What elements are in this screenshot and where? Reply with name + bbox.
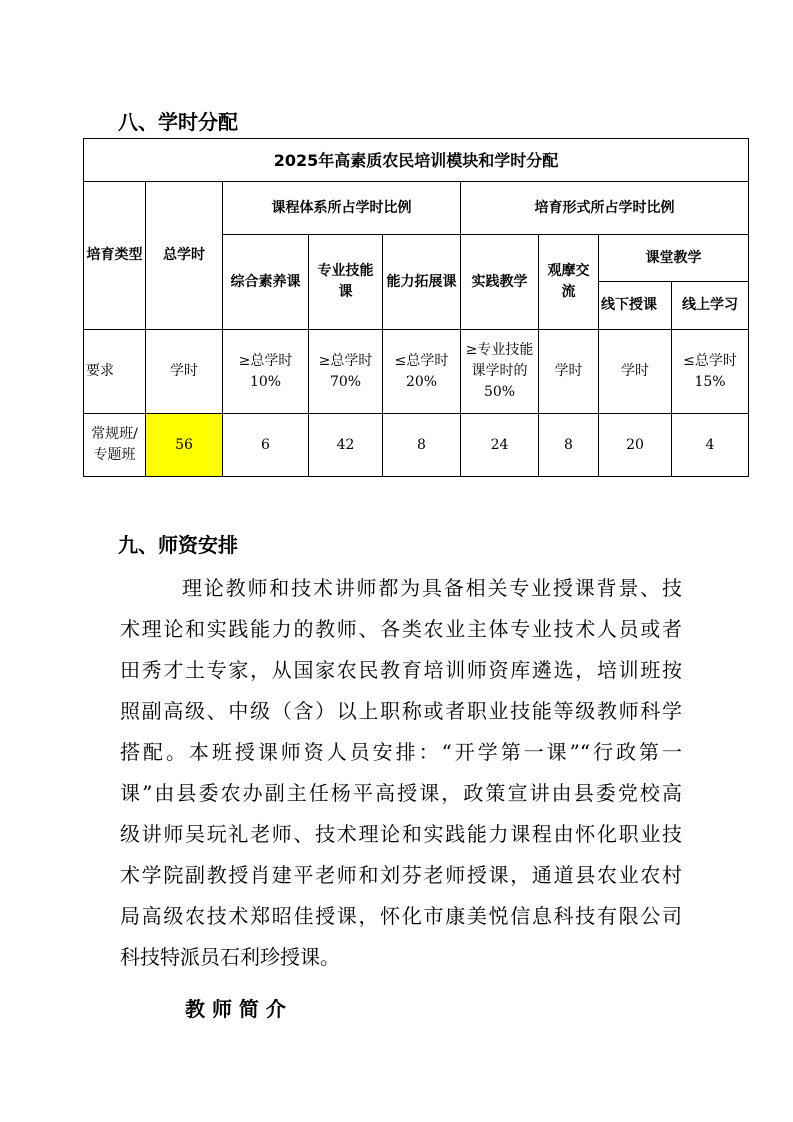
- header-form-group: 培育形式所占学时比例: [461, 182, 749, 235]
- cell: 20: [599, 414, 672, 477]
- cell: 24: [461, 414, 539, 477]
- header-offline: 线下授课: [599, 282, 672, 330]
- paragraph-line: 搭配。本班授课师资人员安排：“开学第一课”“行政第一: [120, 740, 682, 764]
- cell-total-highlighted: 56: [146, 414, 223, 477]
- section-heading-teachers: 九、师资安排: [118, 533, 238, 557]
- header-total: 总学时: [146, 182, 223, 330]
- header-classroom: 课堂教学: [599, 235, 749, 282]
- hours-allocation-table: [83, 138, 749, 477]
- table-title: 2025年高素质农民培训模块和学时分配: [84, 139, 749, 182]
- header-online: 线上学习: [672, 282, 749, 330]
- paragraph-line: 局高级农技术郑昭佳授课，怀化市康美悦信息科技有限公司: [120, 904, 682, 928]
- cell: 要求: [84, 330, 146, 414]
- paragraph-line: 田秀才土专家，从国家农民教育培训师资库遴选，培训班按: [120, 658, 682, 682]
- header-comprehensive: 综合素养课: [223, 235, 309, 330]
- cell: 6: [223, 414, 309, 477]
- header-type: 培育类型: [84, 182, 146, 330]
- teacher-intro-heading: 教 师 简 介: [185, 997, 286, 1021]
- cell: 8: [539, 414, 599, 477]
- table-row-regular-class: [84, 414, 749, 477]
- section-heading-hours: 八、学时分配: [118, 110, 238, 134]
- header-practice: 实践教学: [461, 235, 539, 330]
- cell: 学时: [599, 330, 672, 414]
- teacher-arrangement-paragraph: [120, 568, 682, 978]
- cell: 8: [383, 414, 461, 477]
- header-expansion: 能力拓展课: [383, 235, 461, 330]
- paragraph-line: 术理论和实践能力的教师、各类农业主体专业技术人员或者: [120, 617, 682, 641]
- cell: 42: [309, 414, 383, 477]
- header-course-group: 课程体系所占学时比例: [223, 182, 461, 235]
- cell: ≥总学时70%: [309, 330, 383, 414]
- cell: 学时: [146, 330, 223, 414]
- table-row-requirement: [84, 330, 749, 414]
- header-observation: 观摩交流: [539, 235, 599, 330]
- paragraph-line: 级讲师吴玩礼老师、技术理论和实践能力课程由怀化职业技: [120, 822, 682, 846]
- cell: ≤总学时20%: [383, 330, 461, 414]
- paragraph-line: 照副高级、中级（含）以上职称或者职业技能等级教师科学: [120, 699, 682, 723]
- cell: ≥专业技能课学时的50%: [461, 330, 539, 414]
- paragraph-line: 课”由县委农办副主任杨平高授课，政策宣讲由县委党校高: [120, 781, 682, 805]
- cell: 常规班/专题班: [84, 414, 146, 477]
- paragraph-line: 术学院副教授肖建平老师和刘芬老师授课，通道县农业农村: [120, 863, 682, 887]
- cell: ≤总学时15%: [672, 330, 749, 414]
- cell: ≥总学时10%: [223, 330, 309, 414]
- paragraph-line: 科技特派员石利珍授课。: [120, 945, 340, 969]
- cell: 学时: [539, 330, 599, 414]
- header-professional: 专业技能课: [309, 235, 383, 330]
- cell: 4: [672, 414, 749, 477]
- paragraph-line: 理论教师和技术讲师都为具备相关专业授课背景、技: [182, 576, 682, 600]
